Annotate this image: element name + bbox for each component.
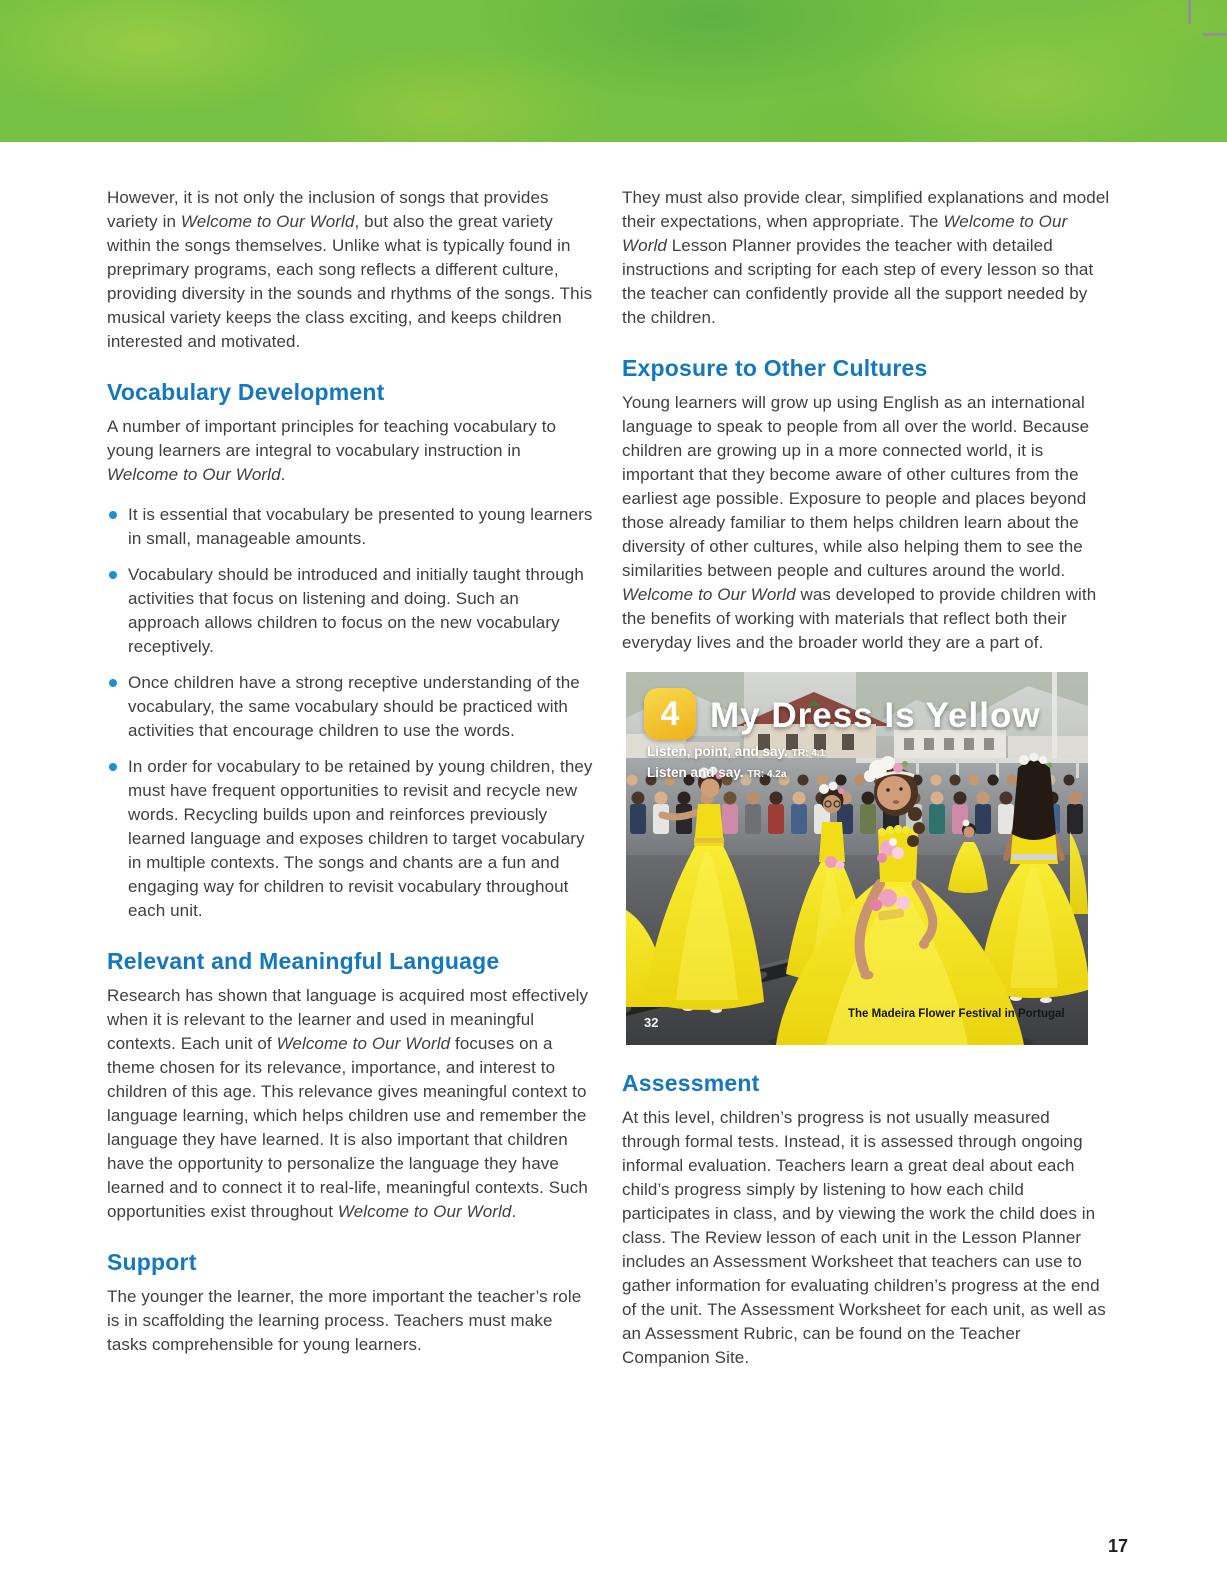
unit-number-badge: 4 [644,688,696,740]
bullet-item: It is essential that vocabulary be presented to young learners in small, manageable amounts. [107,503,595,551]
assessment-paragraph: At this level, children’s progress is not usually measured through formal tests. Instead, it is assessed through ongoing informal evaluation. Teachers learn a great deal about each child’s progress simply by listening to how each child participates in class, and by viewing the work the child does in class. The Review lesson of each unit in the Lesson Planner includes an Assessment Worksheet that teachers can use to gather information for evaluating children’s progress at the end of the unit. The Assessment Worksheet for each unit, as well as an Assessment Rubric, can be found on the Teacher Companion Site. [622,1108,1106,1367]
heading-exposure-other-cultures: Exposure to Other Cultures [622,355,928,381]
vocabulary-bullet-list [107,503,595,923]
direction-text: Listen and say. [647,765,744,780]
crop-mark-horizontal [1203,33,1227,36]
page-number: 17 [1108,1536,1129,1556]
crop-mark-vertical [1188,0,1191,24]
direction-line-1 [647,744,825,759]
exposure-paragraph: Young learners will grow up using English as an international language to speak to people from all over the world. Because children are growing up in a more connected world, it is important that they become aware of other cultures from the earliest age possible. Exposure to people and places beyond those already familiar to them helps children learn about the diversity of other cultures, while also helping them to see the similarities between people and cultures around the world. Welcome to Our World was developed to provide children with the benefits of working with materials that reflect both their everyday lives and the broader world they are a part of. [622,393,1097,652]
support-paragraph: The younger the learner, the more important the teacher’s role is in scaffolding the learning process. Teachers must make tasks comprehensible for young learners. [107,1287,582,1354]
heading-vocabulary-development: Vocabulary Development [107,379,385,405]
left-column [107,186,595,1368]
track-reference: TR: 4.1 [791,748,826,759]
heading-relevant-meaningful-language: Relevant and Meaningful Language [107,948,500,974]
student-book-page-number: 32 [644,1015,659,1030]
bullet-item: Once children have a strong receptive understanding of the vocabulary, the same vocabulary should be practiced with activities that encourage children to use the words. [107,671,595,743]
right-column [622,186,1110,1381]
unit-title: My Dress Is Yellow [710,696,1041,735]
direction-text: Listen, point, and say. [647,744,788,759]
relevant-paragraph: Research has shown that language is acquired most effectively when it is relevant to the learner and used in meaningful contexts. Each unit of Welcome to Our World focuses on a theme chosen for its relevance, importance, and interest to children of this age. This relevance gives meaningful context to language learning, which helps children use and remember the language they have learned. It is also important that children have the opportunity to personalize the language they have learned and to connect it to real-life, meaningful contexts. Such opportunities exist throughout Welcome to Our World. [107,986,589,1221]
heading-support: Support [107,1249,197,1275]
bullet-item: Vocabulary should be introduced and initially taught through activities that focus on listening and doing. Such an approach allows children to focus on the new vocabulary receptively. [107,563,595,659]
heading-assessment: Assessment [622,1070,760,1096]
photo-caption: The Madeira Flower Festival in Portugal [848,1008,1065,1020]
direction-line-2 [647,765,786,780]
unit-opener-photo [626,672,1088,1045]
header-green-band [0,0,1227,142]
track-reference: TR: 4.2a [747,769,787,780]
bullet-item: In order for vocabulary to be retained by young children, they must have frequent opportunities to revisit and recycle new words. Recycling builds upon and reinforces previously learned language and exposes children to target vocabulary in multiple contexts. The songs and chants are a fun and engaging way for children to revisit vocabulary throughout each unit. [107,755,595,923]
intro-paragraph: However, it is not only the inclusion of songs that provides variety in Welcome to Our World, but also the great variety within the songs themselves. Unlike what is typically found in preprimary programs, each song reflects a different culture, providing diversity in the sounds and rhythms of the songs. This musical variety keeps the class exciting, and keeps children interested and motivated. [107,188,593,351]
vocabulary-intro-paragraph: A number of important principles for teaching vocabulary to young learners are integral to vocabulary instruction in Welcome to Our World. [107,417,557,484]
continued-paragraph: They must also provide clear, simplified explanations and model their expectations, when appropriate. The Welcome to Our World Lesson Planner provides the teacher with detailed instructions and scripting for each step of every lesson so that the teacher can confidently provide all the support needed by the children. [622,188,1110,327]
